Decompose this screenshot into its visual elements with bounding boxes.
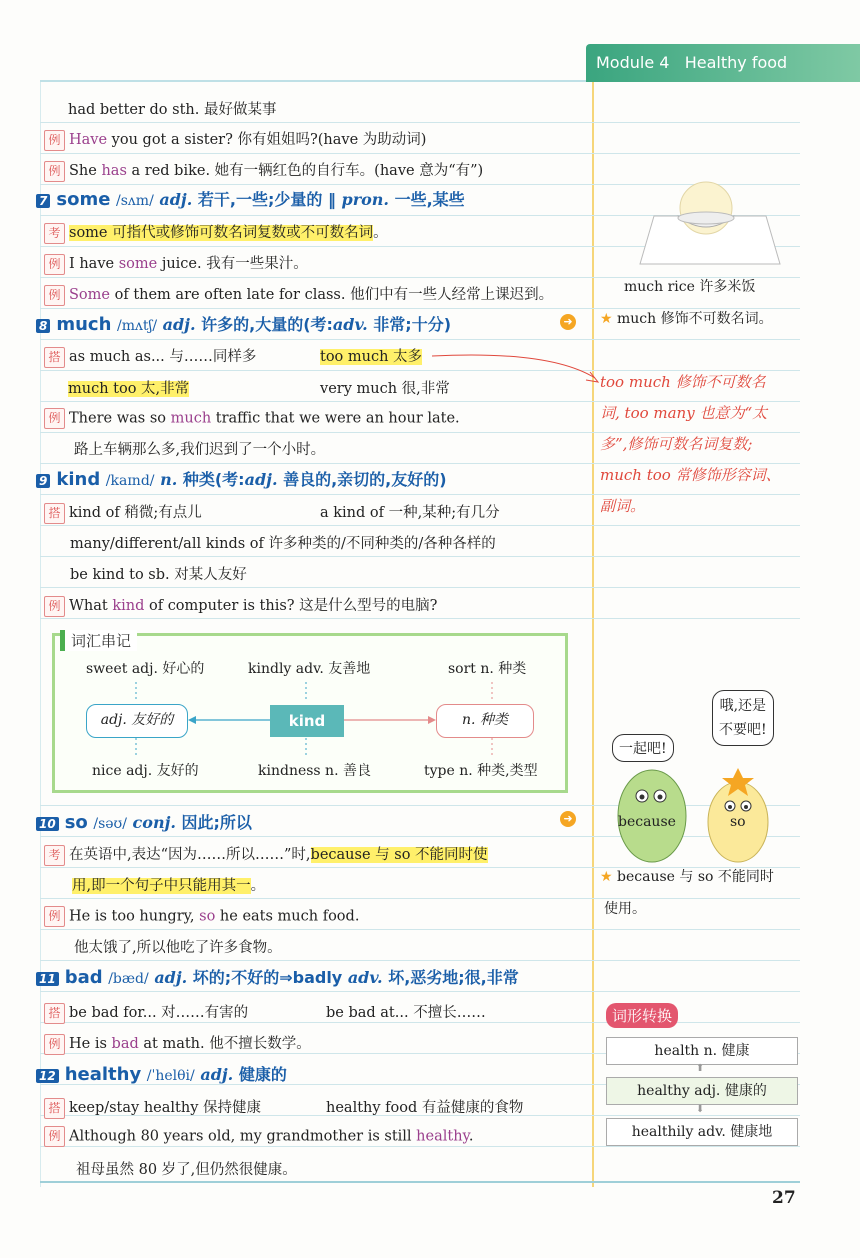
bubble-text: 不要吧!: [719, 722, 767, 738]
vocab-sweet: sweet adj. 好心的: [86, 661, 205, 677]
entry-def2: 一些,某些: [389, 190, 465, 209]
phrase-line: had better do sth. 最好做某事: [68, 102, 277, 118]
sidebar-because-note: [600, 866, 774, 886]
entry-pos2: adv.: [347, 968, 383, 987]
note-badge: 考: [44, 845, 65, 866]
ruled-line: [40, 122, 800, 123]
highlight-word: healthy: [416, 1128, 469, 1145]
collocation-text: healthy food 有益健康的食物: [326, 1100, 524, 1116]
translation-line: 祖母虽然 80 岁了,但仍然很健康。: [76, 1162, 297, 1178]
example-badge: 例: [44, 408, 65, 429]
entry-phonetic: /bæd/: [108, 971, 149, 987]
sidebar-rice-note: [600, 308, 773, 328]
entry-def2: 坏,恶劣地;很,非常: [382, 968, 519, 987]
example-badge: 例: [44, 1126, 65, 1147]
example-text: of computer is this? 这是什么型号的电脑?: [144, 598, 438, 614]
word-form-healthily: healthily adv. 健康地: [606, 1118, 798, 1146]
vocab-center-kind: kind: [270, 705, 344, 737]
handwritten-line: too much 修饰不可数名: [600, 373, 766, 391]
module-title: Healthy food: [684, 53, 788, 72]
entry-healthy: [36, 1062, 287, 1085]
entry-pos2: pron.: [341, 190, 389, 209]
note-line: 考 some 可指代或修饰可数名词复数或不可数名词。: [44, 221, 388, 244]
entry-pos2: adj.: [244, 470, 278, 489]
collocation-text: be kind to sb. 对某人友好: [70, 567, 247, 583]
sidebar-rice-caption: much rice 许多米饭: [624, 279, 756, 295]
collocation-text: much too 太,非常: [68, 381, 190, 397]
collocation-text: kind of 稍微;有点儿: [69, 505, 202, 521]
example-text: at math. 他不擅长数学。: [138, 1036, 311, 1052]
example-badge: 例: [44, 906, 65, 927]
entry-pos: conj.: [132, 813, 176, 832]
entry-number: 10: [36, 817, 59, 831]
entry-word: kind: [56, 469, 101, 490]
entry-phonetic: /mʌtʃ/: [117, 318, 158, 334]
example-text: There was so: [69, 410, 171, 427]
example-badge: 例: [44, 1034, 65, 1055]
example-line: [44, 128, 426, 151]
arrow-right-icon[interactable]: ➜: [560, 314, 576, 330]
highlight-word: Have: [69, 132, 108, 148]
example-text: He is too hungry,: [69, 908, 200, 925]
note-highlight: because 与 so 不能同时使: [310, 847, 488, 863]
example-line: [44, 906, 359, 927]
handwritten-line: 词, too many 也意为“太: [600, 404, 768, 422]
star-icon: ★: [600, 311, 613, 327]
rice-bowl-image: [636, 176, 784, 268]
note-line: [44, 843, 488, 866]
ruled-line: [40, 339, 800, 340]
example-badge: 例: [44, 130, 65, 151]
entry-number: 9: [36, 474, 50, 488]
collocation-text: be bad at... 不擅长……: [326, 1005, 486, 1021]
connector-arrow-icon: [430, 352, 605, 392]
highlight-word: some: [118, 256, 158, 272]
word-form-healthy: healthy adj. 健康的: [606, 1077, 798, 1105]
collocation-text: very much 很,非常: [320, 381, 450, 397]
ruled-line: [40, 525, 800, 526]
example-text: I have: [69, 256, 119, 272]
ruled-line: [40, 898, 800, 899]
highlight-word: bad: [111, 1036, 139, 1052]
module-label: Module 4: [596, 53, 670, 72]
word-form-title: 词形转换: [606, 1003, 678, 1028]
note-text: some 可指代或修饰可数名词复数或不可数名词: [69, 225, 374, 241]
highlight-word: Some: [69, 287, 110, 303]
example-text: She: [69, 163, 102, 179]
highlight-word: so: [199, 908, 216, 925]
highlight-word: has: [101, 163, 127, 179]
collocation-line: [44, 501, 202, 524]
highlight-word: kind: [112, 598, 145, 614]
example-line: [44, 283, 553, 306]
bubble-text: 哦,还是: [719, 698, 767, 714]
collocation-badge: 搭: [44, 1098, 65, 1119]
translation-line: 他太饿了,所以他吃了许多食物。: [74, 940, 282, 956]
ruled-line: [40, 587, 800, 588]
entry-phonetic: /kaɪnd/: [105, 473, 155, 489]
collocation-line: [44, 1001, 248, 1024]
entry-pos: adj.: [162, 315, 196, 334]
entry-phonetic: /səʊ/: [93, 816, 127, 832]
vocab-chain-title: 词汇串记: [60, 630, 137, 651]
entry-pos: adj.: [200, 1065, 234, 1084]
example-line: [44, 159, 483, 182]
example-line: [44, 252, 308, 275]
example-text: traffic that we were an hour late.: [211, 410, 460, 427]
example-text: juice. 我有一些果汁。: [157, 256, 308, 272]
entry-pos: n.: [160, 470, 178, 489]
highlight-word: much: [170, 410, 212, 427]
entry-word: bad: [64, 967, 103, 988]
vocab-kindly: kindly adv. 友善地: [248, 661, 371, 677]
ruled-line: [40, 929, 800, 930]
sidebar-because-note-cont: 使用。: [604, 901, 646, 917]
entry-phonetic: /sʌm/: [115, 193, 154, 209]
entry-def: 因此;所以: [175, 813, 252, 832]
ruled-line: [40, 991, 800, 992]
entry-def: 若干,一些;少量的 ‖: [192, 190, 342, 209]
entry-def: 许多的,大量的(考:: [195, 315, 333, 334]
entry-def: 坏的;不好的⇒badly: [187, 968, 348, 987]
collocation-text: keep/stay healthy 保持健康: [69, 1100, 261, 1116]
arrow-up-icon: ⬆: [696, 1063, 705, 1074]
example-line: [44, 408, 460, 429]
collocation-text: be bad for... 对……有害的: [69, 1005, 249, 1021]
collocation-text: as much as... 与……同样多: [69, 349, 257, 365]
word-form-health: health n. 健康: [606, 1037, 798, 1065]
entry-so: [36, 810, 252, 833]
example-badge: 例: [44, 285, 65, 306]
entry-word: healthy: [64, 1064, 142, 1085]
vocab-connectors-icon: [130, 680, 510, 760]
bottom-rule: [40, 1181, 800, 1183]
note-text: 在英语中,表达“因为……所以……”时,: [69, 847, 311, 863]
vocab-kindness: kindness n. 善良: [258, 763, 371, 779]
entry-phonetic: /ˈhelθi/: [146, 1068, 195, 1084]
ruled-line: [40, 153, 800, 154]
example-badge: 例: [44, 596, 65, 617]
vocab-type: type n. 种类,类型: [424, 763, 538, 779]
example-line: [44, 1032, 311, 1055]
handwritten-line: 副词。: [600, 497, 646, 515]
handwritten-note: [600, 367, 800, 522]
example-line: [44, 594, 437, 617]
example-text: .: [468, 1128, 474, 1145]
collocation-text: too much 太多: [320, 349, 423, 365]
entry-number: 8: [36, 319, 50, 333]
character-label-so: so: [730, 814, 746, 830]
arrow-down-icon: ⬇: [696, 1104, 705, 1115]
page-number: 27: [772, 1188, 796, 1208]
character-label-because: because: [618, 814, 676, 830]
vocab-sort: sort n. 种类: [448, 661, 527, 677]
entry-def2: 非常;十分): [367, 315, 452, 334]
collocation-highlight: [68, 377, 189, 398]
vocab-nice: nice adj. 友好的: [92, 763, 199, 779]
example-badge: 例: [44, 254, 65, 275]
ruled-line: [40, 618, 800, 619]
speech-bubble: 一起吧!: [612, 734, 674, 762]
collocation-text: many/different/all kinds of 许多种类的/不同种类的/各种各样的: [70, 536, 496, 552]
collocation-highlight: [320, 345, 422, 366]
sidebar-note-text: much 修饰不可数名词。: [617, 311, 773, 327]
module-header: [586, 44, 860, 82]
entry-some: [36, 187, 465, 210]
example-text: of them are often late for class. 他们中有一些人经常上课迟到。: [110, 287, 554, 303]
note-line: [72, 874, 265, 895]
collocation-badge: 搭: [44, 503, 65, 524]
note-highlight: 用,即一个句子中只能用其一: [72, 878, 251, 894]
entry-kind: [36, 467, 447, 490]
collocation-line: [44, 345, 256, 368]
example-badge: 例: [44, 161, 65, 182]
entry-def: 种类(考:: [177, 470, 245, 489]
collocation-line: [44, 1096, 261, 1119]
ruled-line: [40, 556, 800, 557]
example-line: [44, 1126, 473, 1147]
entry-much: [36, 312, 451, 335]
entry-number: 7: [36, 194, 50, 208]
collocation-badge: 搭: [44, 347, 65, 368]
collocation-badge: 搭: [44, 1003, 65, 1024]
entry-pos: adj.: [154, 968, 188, 987]
arrow-right-icon[interactable]: ➜: [560, 811, 576, 827]
star-icon: ★: [600, 869, 613, 885]
entry-bad: [36, 965, 519, 988]
sidebar-note-text: because 与 so 不能同时: [617, 869, 774, 885]
entry-word: much: [56, 314, 112, 335]
vocab-kind-noun: n. 种类: [436, 704, 534, 738]
example-text: What: [69, 598, 113, 614]
entry-word: so: [64, 812, 88, 833]
header-divider: [40, 80, 586, 82]
entry-def: 健康的: [233, 1065, 287, 1084]
entry-number: 12: [36, 1069, 59, 1083]
note-text: 。: [250, 878, 266, 894]
example-text: a red bike. 她有一辆红色的自行车。(have 意为“有”): [126, 163, 484, 179]
handwritten-line: 多”,修饰可数名词复数;: [600, 435, 753, 453]
entry-pos: adj.: [159, 190, 193, 209]
entry-number: 11: [36, 972, 59, 986]
note-badge: 考: [44, 223, 65, 244]
example-text: Although 80 years old, my grandmother is still: [69, 1128, 417, 1145]
handwritten-line: much too 常修饰形容词、: [600, 466, 781, 484]
vocab-friendly: adj. 友好的: [86, 704, 188, 738]
entry-def2: 善良的,亲切的,友好的): [277, 470, 447, 489]
example-text: he eats much food.: [215, 908, 360, 925]
ruled-line: [40, 960, 800, 961]
speech-bubble: [712, 690, 774, 746]
entry-pos2: adv.: [332, 315, 368, 334]
translation-line: 路上车辆那么多,我们迟到了一个小时。: [74, 442, 326, 458]
collocation-text: a kind of 一种,某种;有几分: [320, 505, 500, 521]
example-text: He is: [69, 1036, 112, 1052]
entry-word: some: [56, 189, 111, 210]
example-text: you got a sister? 你有姐姐吗?(have 为助动词): [107, 132, 427, 148]
cartoon-characters-image: [612, 756, 792, 866]
